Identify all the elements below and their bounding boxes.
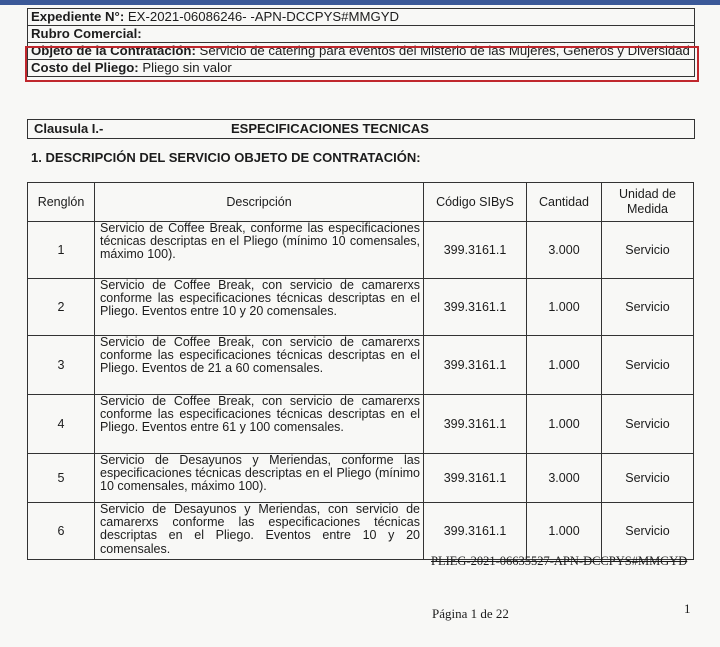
cell-renglon: 3	[28, 336, 95, 395]
cell-unidad: Servicio	[602, 454, 694, 503]
table-row	[28, 279, 694, 336]
objeto-label: Objeto de la Contratación:	[31, 43, 196, 58]
cell-renglon: 1	[28, 222, 95, 279]
cell-descripcion: Servicio de Coffee Break, conforme las especificaciones técnicas descriptas en el Pliego (mínimo 10 comensales, máximo 100).	[95, 222, 424, 279]
cell-cantidad: 1.000	[527, 395, 602, 454]
table-row	[28, 503, 694, 560]
cell-unidad: Servicio	[602, 395, 694, 454]
cell-cantidad: 3.000	[527, 222, 602, 279]
col-header-cantidad: Cantidad	[527, 183, 602, 222]
cell-renglon: 2	[28, 279, 95, 336]
cell-cantidad: 3.000	[527, 454, 602, 503]
table-row	[28, 454, 694, 503]
cell-cantidad: 1.000	[527, 336, 602, 395]
cell-descripcion: Servicio de Coffee Break, con servicio de camarerxs conforme las especificaciones técnicas descriptas en el Pliego. Eventos entre 10 y 20 comensales.	[95, 279, 424, 336]
document-stamp: PLIEG-2021-06635527-APN-DCCPYS#MMGYD	[431, 554, 688, 568]
col-header-codigo: Código SIByS	[424, 183, 527, 222]
clause-number: Clausula I.-	[34, 121, 104, 136]
spec-table	[27, 182, 694, 560]
cell-renglon: 4	[28, 395, 95, 454]
cell-codigo: 399.3161.1	[424, 503, 527, 560]
expediente-row	[28, 9, 694, 26]
page-number: Página 1 de 22	[432, 606, 509, 621]
costo-label: Costo del Pliego:	[31, 60, 139, 75]
cell-descripcion: Servicio de Coffee Break, con servicio de camarerxs conforme las especificaciones técnicas descriptas en el Pliego. Eventos de 21 a 60 comensales.	[95, 336, 424, 395]
cell-unidad: Servicio	[602, 222, 694, 279]
section-title: 1. DESCRIPCIÓN DEL SERVICIO OBJETO DE CONTRATACIÓN:	[31, 150, 421, 165]
cell-unidad: Servicio	[602, 336, 694, 395]
cell-renglon: 5	[28, 454, 95, 503]
col-header-descripcion: Descripción	[95, 183, 424, 222]
expediente-value: EX-2021-06086246- -APN-DCCPYS#MMGYD	[124, 9, 400, 24]
rubro-row	[28, 26, 694, 43]
cell-codigo: 399.3161.1	[424, 395, 527, 454]
cell-cantidad: 1.000	[527, 503, 602, 560]
cell-codigo: 399.3161.1	[424, 336, 527, 395]
objeto-value: Servicio de catering para eventos del Misterio de las Mujeres, Generos y Diversidad	[195, 43, 690, 58]
costo-value: Pliego sin valor	[138, 60, 232, 75]
cell-codigo: 399.3161.1	[424, 222, 527, 279]
corner-number: 1	[684, 601, 691, 616]
clause-box	[27, 119, 695, 139]
table-row	[28, 222, 694, 279]
table-header-row	[28, 183, 694, 222]
cell-codigo: 399.3161.1	[424, 279, 527, 336]
col-header-unidad: Unidad de Medida	[602, 183, 694, 222]
cell-descripcion: Servicio de Coffee Break, con servicio de camarerxs conforme las especificaciones técnicas descriptas en el Pliego. Eventos entre 61 y 100 comensales.	[95, 395, 424, 454]
cell-cantidad: 1.000	[527, 279, 602, 336]
col-header-renglon: Renglón	[28, 183, 95, 222]
cell-descripcion: Servicio de Desayunos y Meriendas, conforme las especificaciones técnicas descriptas en el Pliego (mínimo 10 comensales, máximo 100).	[95, 454, 424, 503]
cell-unidad: Servicio	[602, 279, 694, 336]
cell-renglon: 6	[28, 503, 95, 560]
table-row	[28, 395, 694, 454]
clause-title: ESPECIFICACIONES TECNICAS	[231, 121, 429, 136]
cell-codigo: 399.3161.1	[424, 454, 527, 503]
cell-descripcion: Servicio de Desayunos y Meriendas, con servicio de camarerxs conforme las especificaciones técnicas descriptas en el Pliego. Eventos entre 10 y 20 comensales.	[95, 503, 424, 560]
table-row	[28, 336, 694, 395]
rubro-label: Rubro Comercial:	[31, 26, 142, 41]
expediente-label: Expediente N°:	[31, 9, 125, 24]
highlight-box	[25, 46, 699, 82]
cell-unidad: Servicio	[602, 503, 694, 560]
